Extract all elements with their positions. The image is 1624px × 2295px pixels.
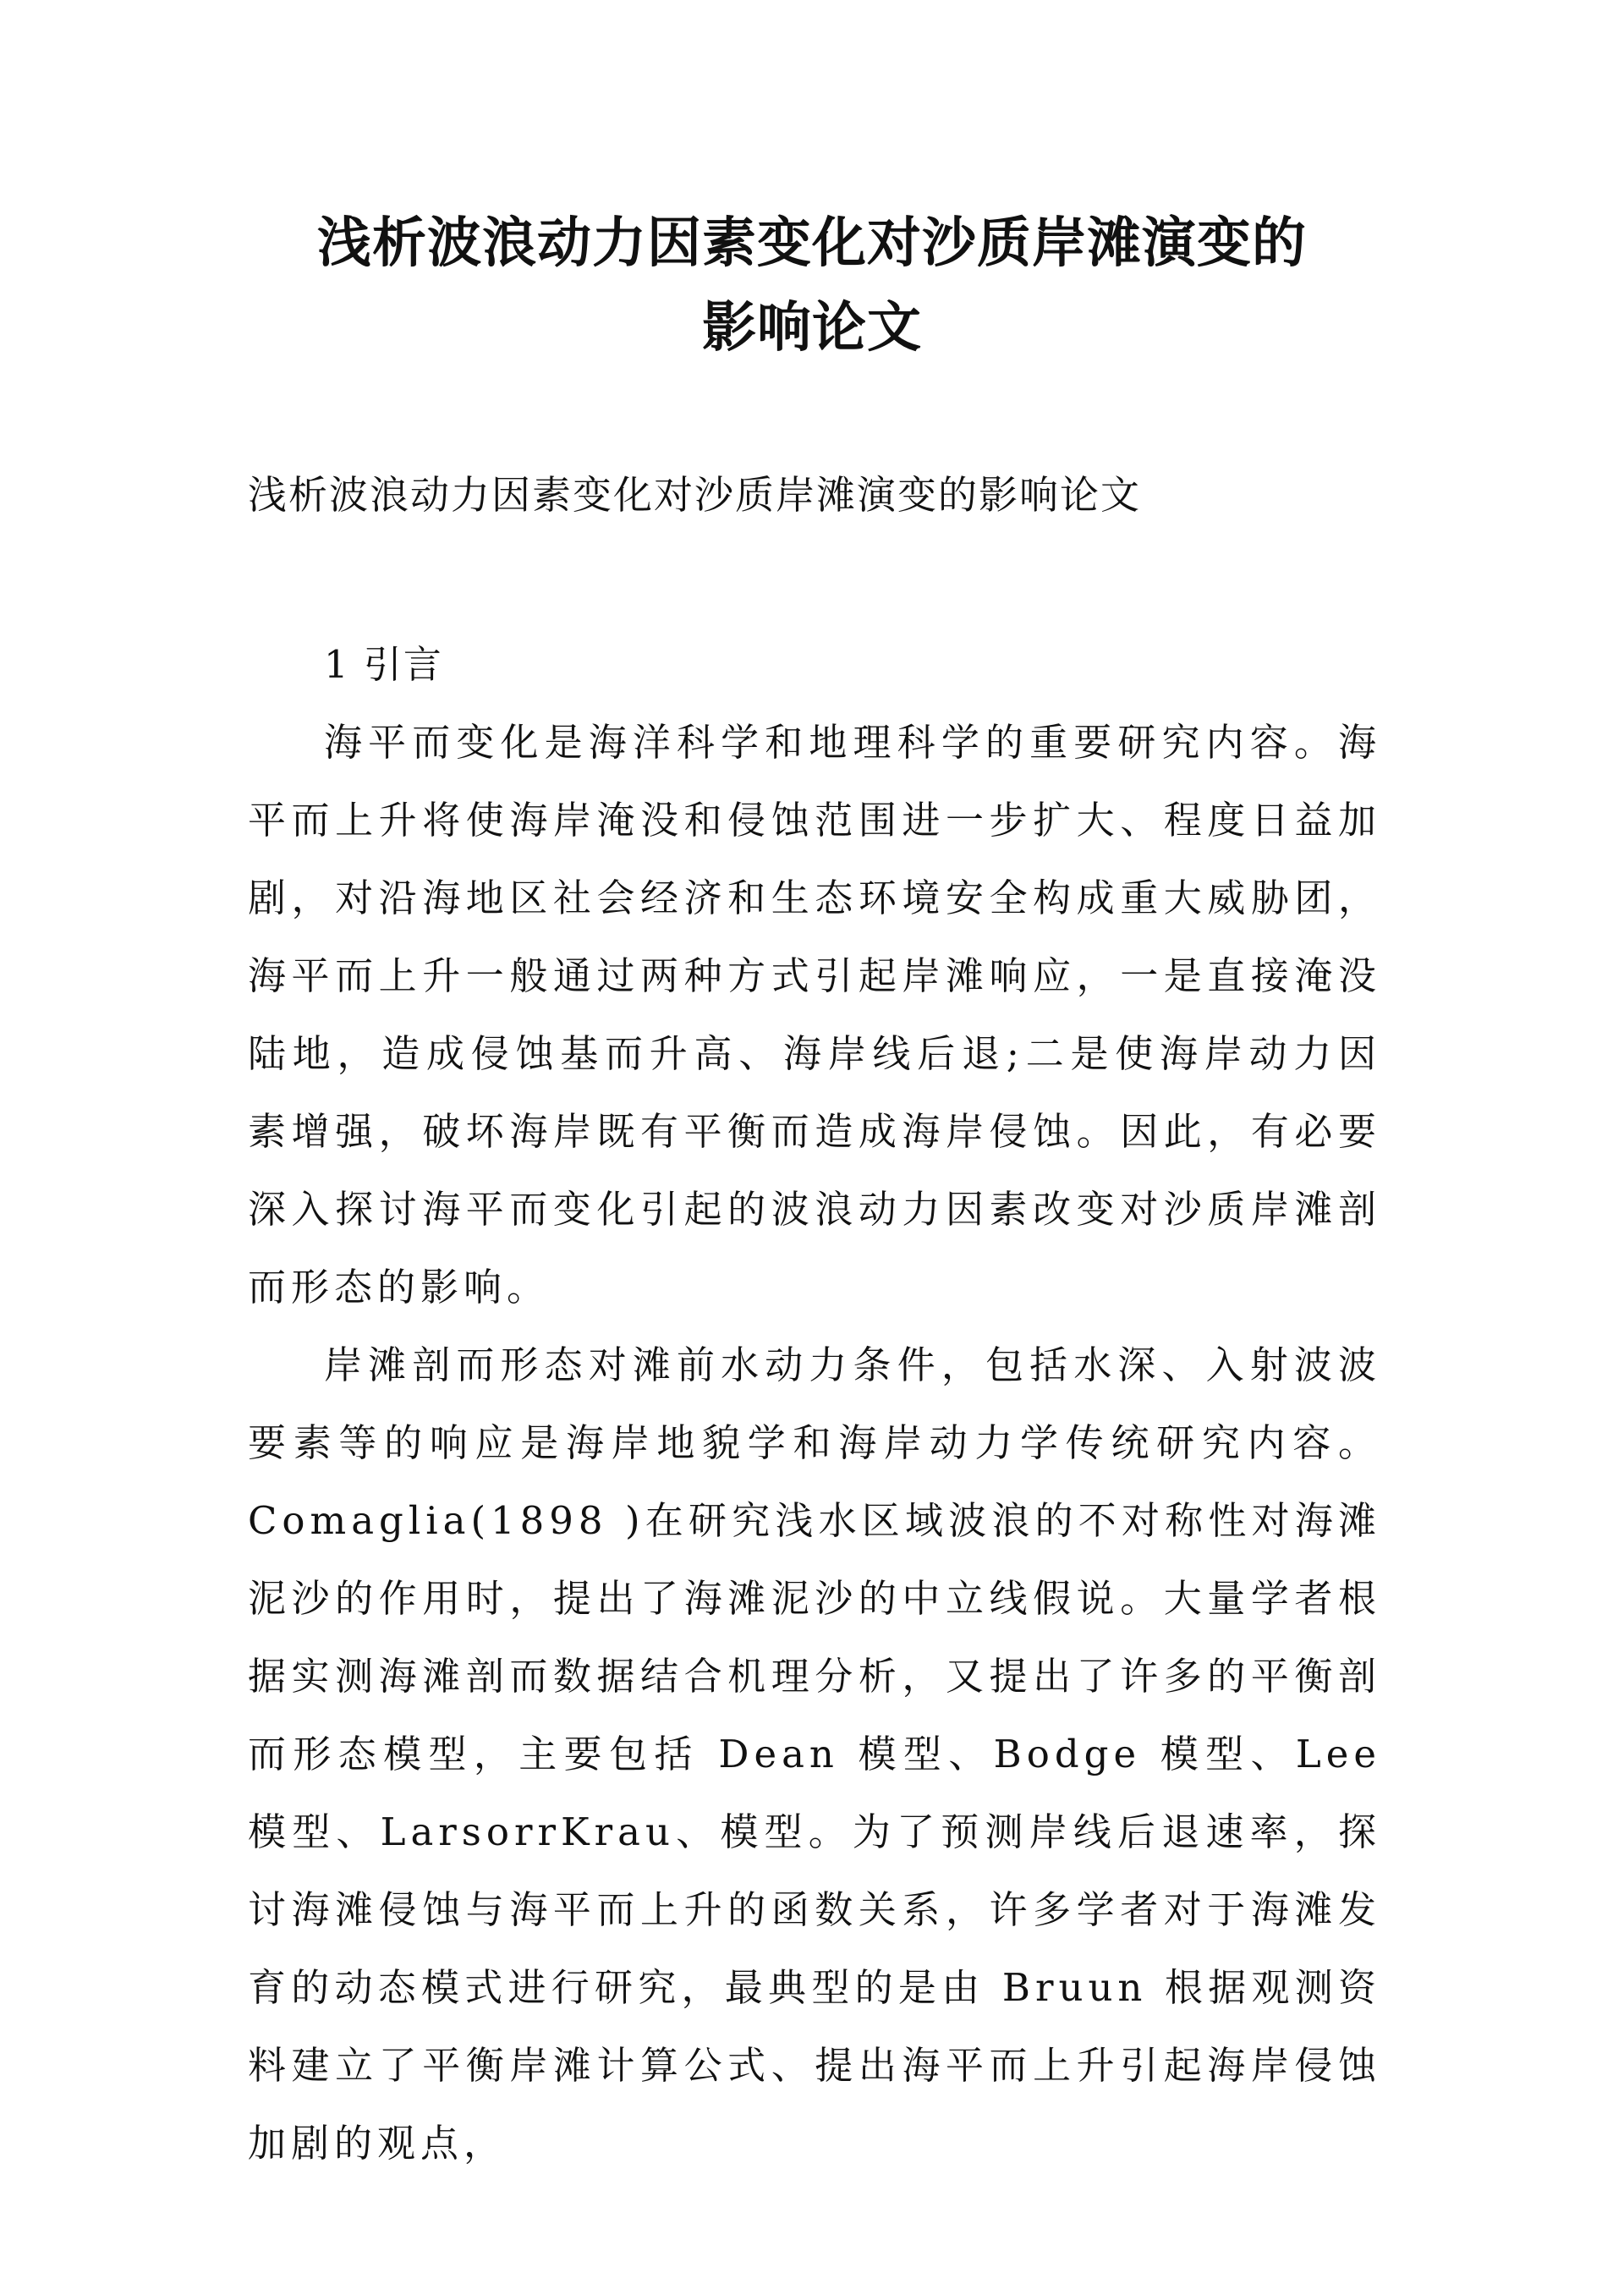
document-body: [248, 626, 1381, 2182]
section-heading: 1 引言: [324, 642, 443, 687]
document-title-line-1: 浅析波浪动力因素变化对沙质岸滩演变的: [317, 212, 1307, 275]
document-subtitle: 浅析波浪动力因素变化对沙质岸滩演变的影响论文: [248, 472, 1141, 518]
body-paragraph-2: 岸滩剖而形态对滩前水动力条件，包括水深、入射波波要素等的响应是海岸地貌学和海岸动力学传统研究内容。Comaglia(1898 )在研究浅水区域波浪的不对称性对海滩泥沙的作用时，提出了海滩泥沙的中立线假说。大量学者根据实测海滩剖而数据结合机理分析，又提出了许多的平衡剖而形态模型，主要包括 Dean 模型、Bodge 模型、Lee 模型、LarsorrKrau、模型。为了预测岸线后退速率，探讨海滩侵蚀与海平而上升的函数关系，许多学者对于海滩发育的动态模式进行研究，最典型的是由 Bruun 根据观测资料建立了平衡岸滩计算公式、提出海平而上升引起海岸侵蚀加剧的观点，: [248, 1342, 1381, 2166]
document-title-line-2: 影响论文: [702, 297, 922, 360]
document-title: [203, 201, 1421, 371]
body-paragraph-1: 海平而变化是海洋科学和地理科学的重要研究内容。海平而上升将使海岸淹没和侵蚀范围进一步扩大、程度日益加剧，对沿海地区社会经济和生态环境安全构成重大威胁团，海平而上升一般通过两种方式引起岸滩响应，一是直接淹没陆地，造成侵蚀基而升高、海岸线后退;二是使海岸动力因素增强，破坏海岸既有平衡而造成海岸侵蚀。因此，有必要深入探讨海平而变化引起的波浪动力因素改变对沙质岸滩剖而形态的影响。: [248, 720, 1381, 1309]
